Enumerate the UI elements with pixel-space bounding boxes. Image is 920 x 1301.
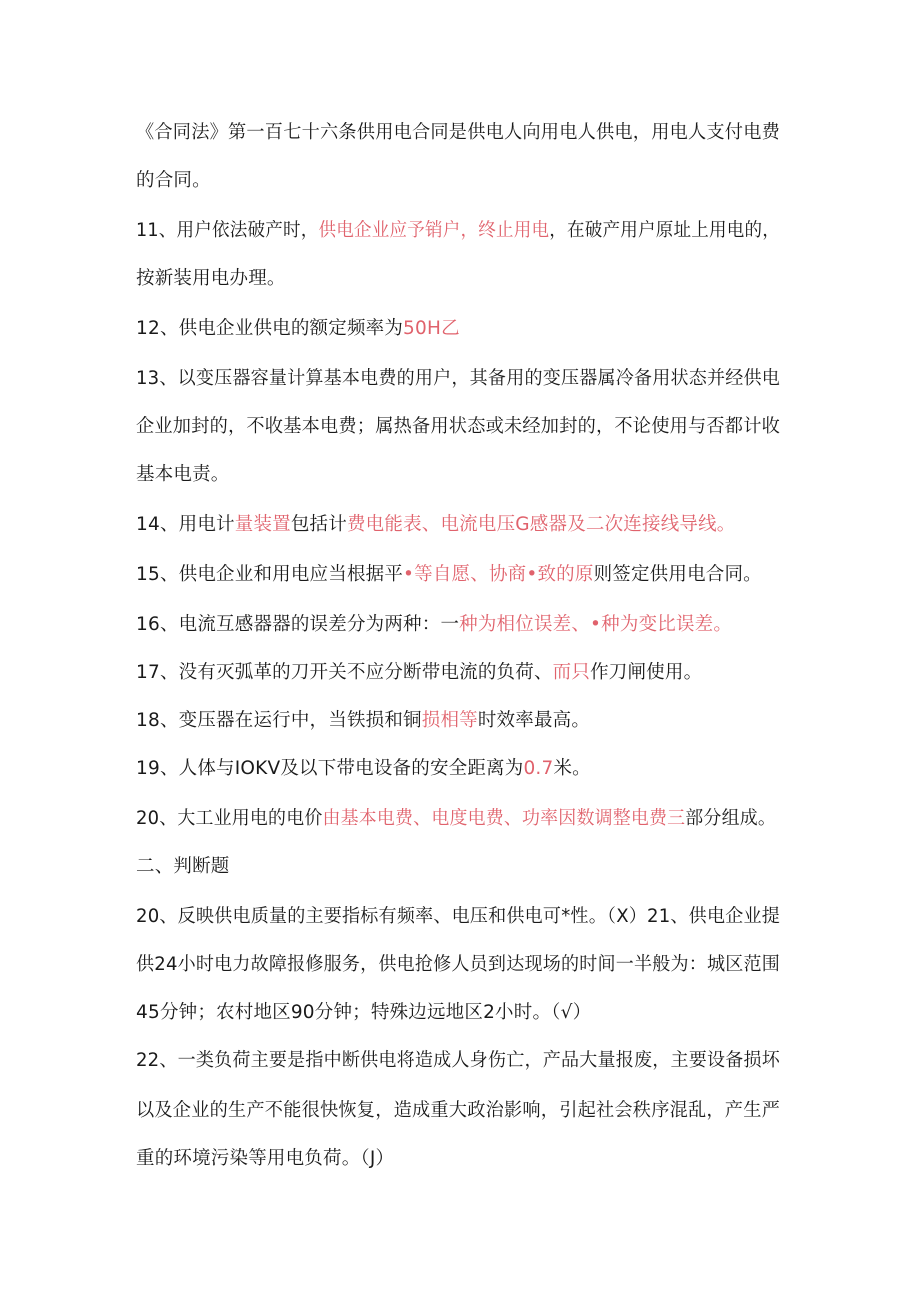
line-text: 15、供电企业和用电应当根据平 [136,564,404,585]
line-text: 二、判断题 [136,856,230,877]
line-text: 企业加封的，不收基本电费；属热备用状态或未经加封的，不论使用与否都计收 [136,416,780,437]
line-text: ，在破产用户原址上用电的， [549,220,780,241]
highlighted-answer: 损相等 [421,710,478,731]
text-line [136,562,762,588]
line-text: 17、没有灭弧革的刀开关不应分断带电流的负荷、 [136,662,553,683]
line-text: 作刀闸使用。 [590,662,703,683]
text-line [136,120,780,146]
line-text: 部分组成。 [685,808,776,829]
line-text: 基本电责。 [136,464,230,485]
highlighted-answer: 费电能表、电流电压G感器及二次连接线导线。 [346,514,736,535]
text-line [136,462,230,488]
text-line [136,316,460,342]
line-text: 以及企业的生产不能很快恢复，造成重大政治影响，引起社会秩序混乱，产生严 [136,1100,780,1121]
text-line [136,806,776,832]
line-text: 11、用户依法破产时， [136,220,319,241]
text-line [136,904,780,930]
line-text: 20、大工业用电的电价 [136,808,323,829]
line-text: 重的环境污染等用电负荷。（J） [136,1148,395,1169]
text-line [136,266,286,292]
highlighted-answer: 种为相位误差、•种为变比误差。 [459,614,733,635]
line-text: 12、供电企业供电的额定频率为 [136,318,404,339]
highlighted-answer: 而只 [552,662,591,683]
line-text: 22、一类负荷主要是指中断供电将造成人身伤亡，产品大量报废，主要设备损坏 [136,1050,780,1071]
highlighted-answer: 50H乙 [403,318,460,339]
text-line [136,414,780,440]
line-text: 的合同。 [136,170,211,191]
text-line [136,512,736,538]
text-line [136,218,780,244]
line-text: 《合同法》第一百七十六条供用电合同是供电人向用电人供电，用电人支付电费 [136,122,780,143]
text-line [136,168,211,194]
text-line [136,366,780,392]
line-text: 45分钟；农村地区90分钟；特殊边远地区2小时。（√） [136,1002,592,1023]
highlighted-answer: 由基本电费、电度电费、功率因数调整电费三 [322,808,686,829]
text-line [136,708,590,734]
line-text: 20、反映供电质量的主要指标有频率、电压和供电可*性。（X）21、供电企业提 [136,906,780,927]
text-line [136,1048,780,1074]
line-text: 16、电流互感器器的误差分为两种：一 [136,614,460,635]
text-line [136,1098,780,1124]
text-line [136,952,780,978]
line-text: 则签定供用电合同。 [593,564,762,585]
text-line [136,756,591,782]
line-text: 18、变压器在运行中，当铁损和铜 [136,710,422,731]
line-text: 按新装用电办理。 [136,268,286,289]
line-text: 供24小时电力故障报修服务，供电抢修人员到达现场的时间一半般为：城区范围 [136,954,780,975]
line-text: 14、用电计 [136,514,235,535]
highlighted-answer: 0.7 [523,758,554,779]
highlighted-answer: 供电企业应予销户，终止用电 [318,220,550,241]
text-line [136,1146,394,1172]
text-line [136,612,732,638]
line-text: 包括计 [290,514,347,535]
highlighted-answer: 量装置 [234,514,291,535]
line-text: 米。 [553,758,591,779]
text-line [136,1000,591,1026]
line-text: 19、人体与IOKV及以下带电设备的安全距离为 [136,758,524,779]
text-line [136,660,702,686]
text-line [136,854,230,880]
line-text: 时效率最高。 [477,710,591,731]
line-text: 13、以变压器容量计算基本电费的用户，其备用的变压器属冷备用状态并经供电 [136,368,780,389]
highlighted-answer: •等自愿、协商•致的原 [403,564,594,585]
